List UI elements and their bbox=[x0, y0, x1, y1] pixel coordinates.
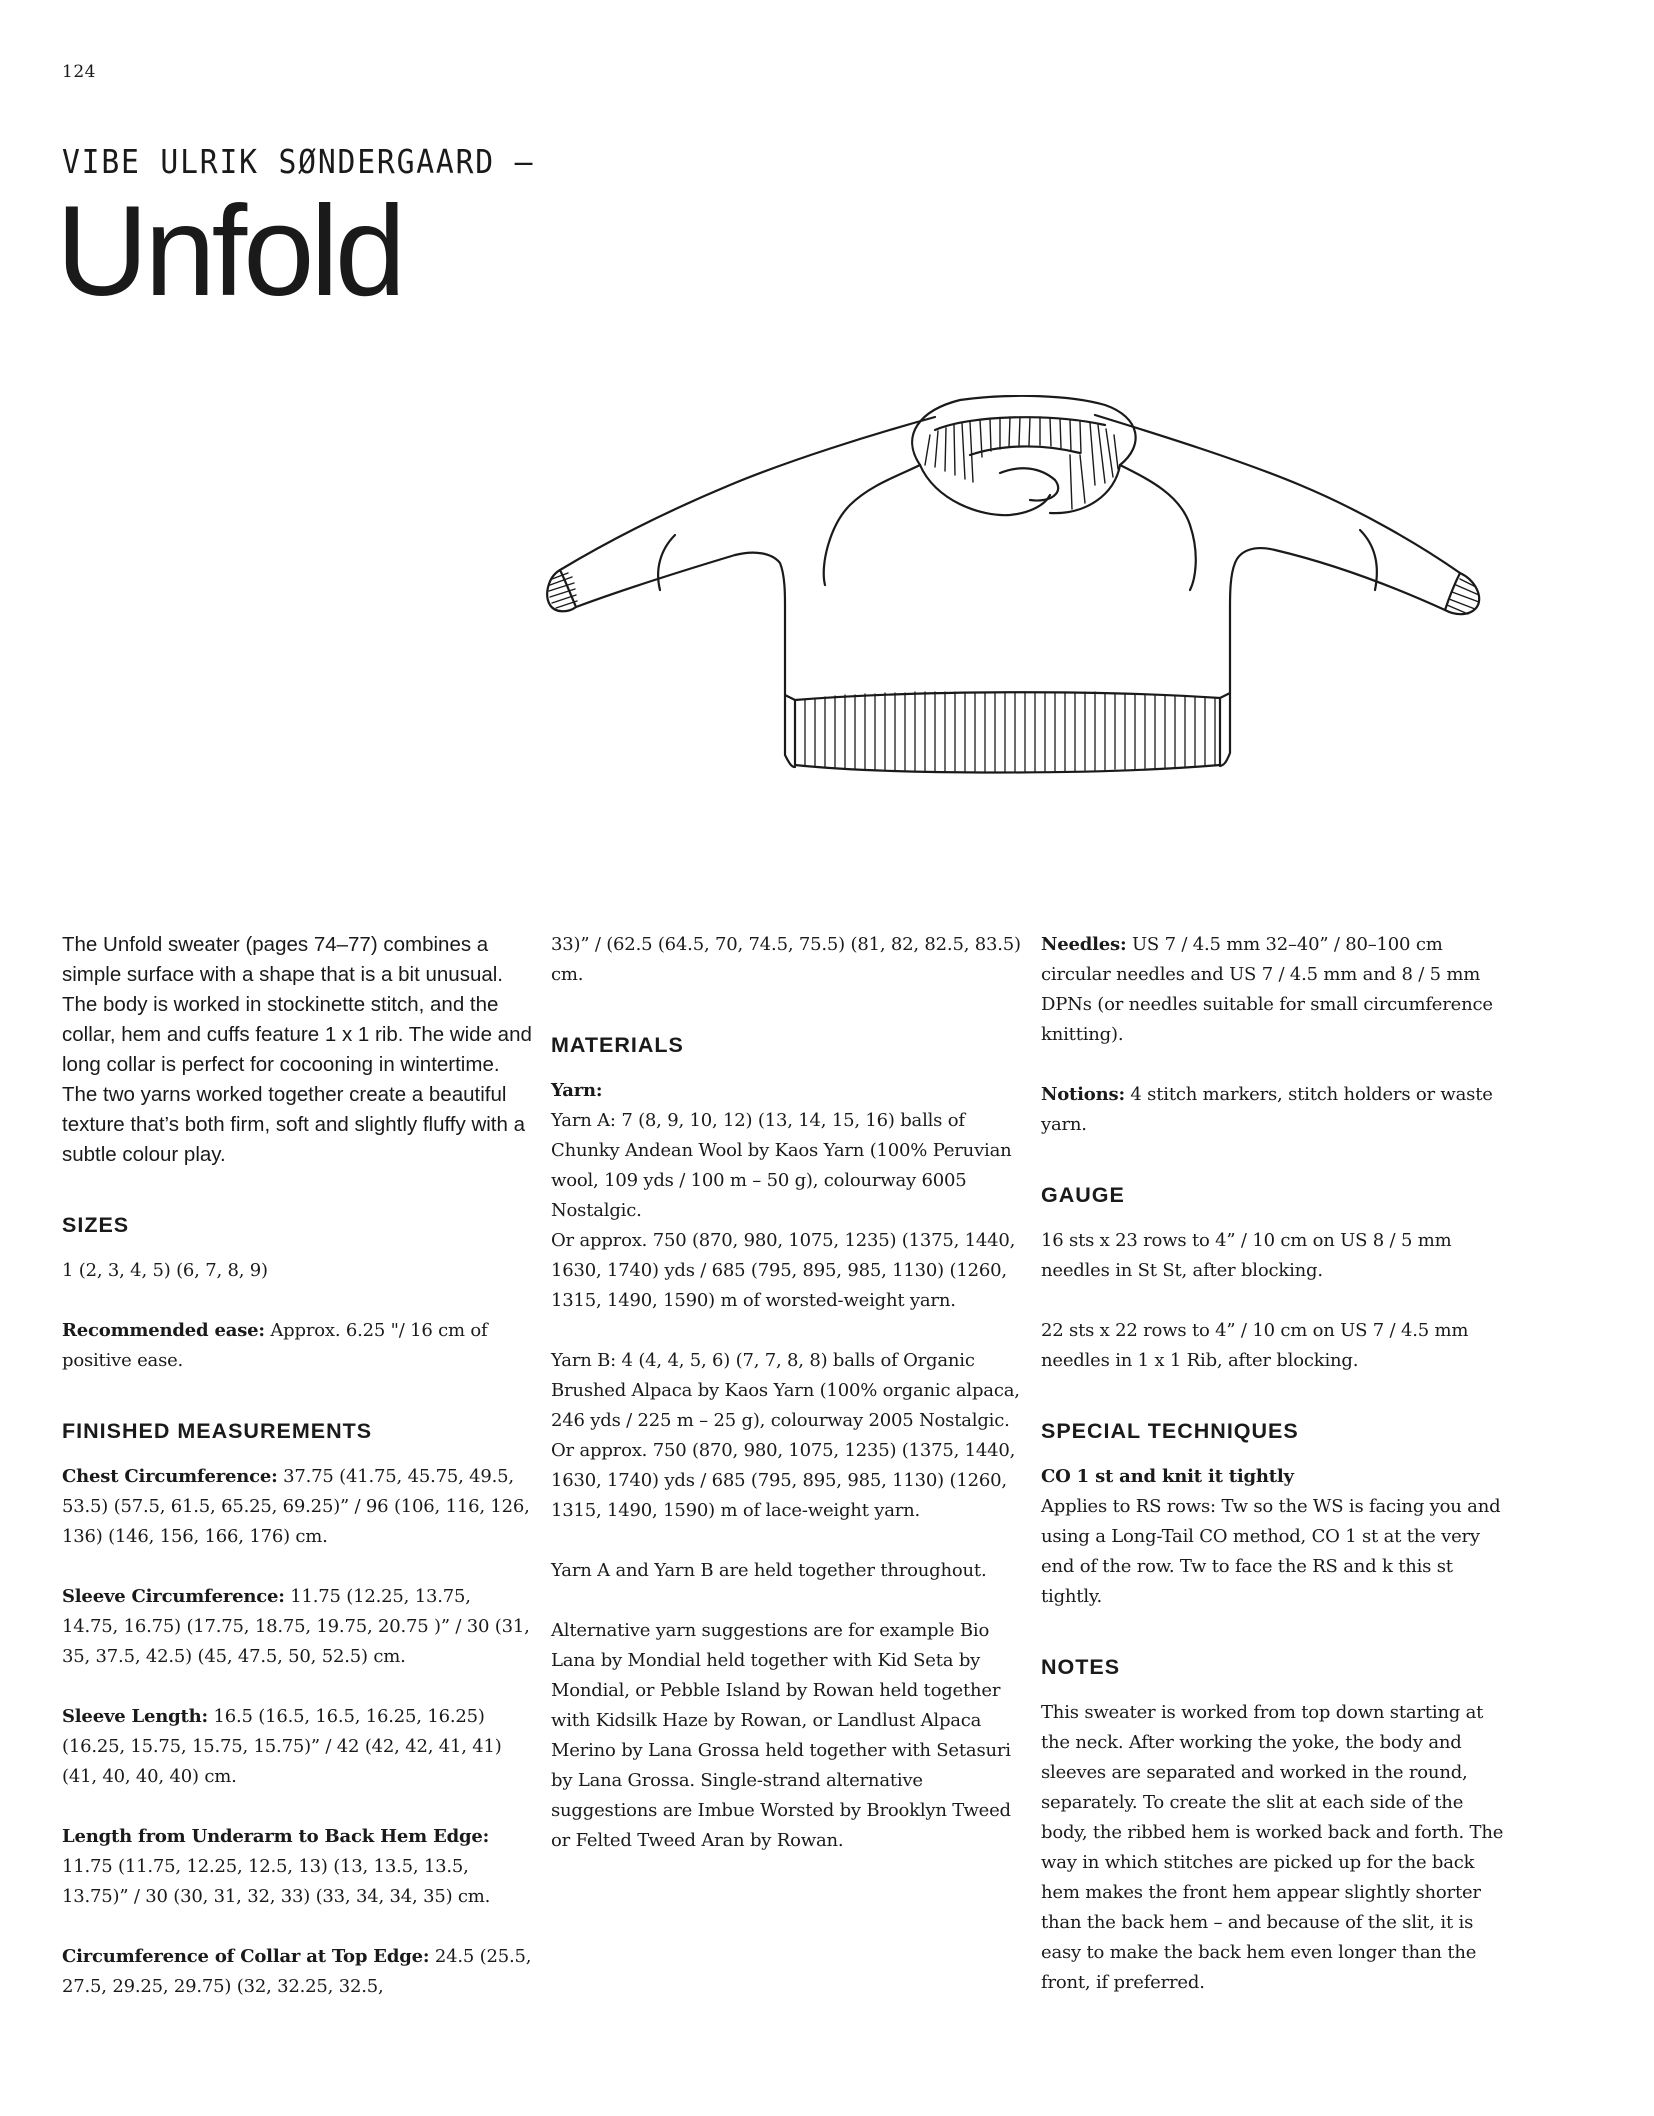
gauge-heading: GAUGE bbox=[1041, 1183, 1125, 1207]
sizes-heading: SIZES bbox=[62, 1213, 130, 1237]
yarn-a-text: Yarn A: 7 (8, 9, 10, 12) (13, 14, 15, 16) balls of Chunky Andean Wool by Kaos Yarn (100% Peruvian wool, 109 yds / 100 m – 50 g), colourway 6005 Nostalgic. bbox=[551, 1110, 1012, 1221]
sweater-illustration bbox=[540, 395, 1490, 795]
sleeve-circumference-text: 11.75 (12.25, 13.75, 14.75, 16.75) (17.75, 18.75, 19.75, 20.75 )” / 30 (31, 35, 37.5, 42.5) (45, 47.5, 50, 52.5) cm. bbox=[62, 1586, 530, 1667]
sleeve-length-text: 16.5 (16.5, 16.5, 16.25, 16.25) (16.25, 15.75, 15.75, 15.75)” / 42 (42, 42, 41, 41) (41, 40, 40, 40) cm. bbox=[62, 1706, 502, 1787]
technique-text: Applies to RS rows: Tw so the WS is facing you and using a Long-Tail CO method, CO 1 st at the very end of the row. Tw to face the RS and k this st tightly. bbox=[1041, 1496, 1501, 1607]
ease-label: Recommended ease: bbox=[62, 1320, 265, 1341]
length-label: Length from Underarm to Back Hem Edge: bbox=[62, 1826, 490, 1847]
yarn-a-alt-text: Or approx. 750 (870, 980, 1075, 1235) (1375, 1440, 1630, 1740) yds / 685 (795, 895, 985, 1130) (1260, 1315, 1490, 1590) m of worsted-weight yarn. bbox=[551, 1230, 1016, 1311]
right-cuff bbox=[1445, 573, 1479, 614]
ease-text: Approx. 6.25 "/ 16 cm of positive ease. bbox=[62, 1320, 488, 1371]
length-paragraph bbox=[62, 1822, 532, 1912]
column-1 bbox=[62, 930, 532, 2032]
sizes-text: 1 (2, 3, 4, 5) (6, 7, 8, 9) bbox=[62, 1260, 268, 1281]
column-2 bbox=[551, 930, 1021, 1886]
yarn-b-alt-text: Or approx. 750 (870, 980, 1075, 1235) (1375, 1440, 1630, 1740) yds / 685 (795, 895, 985, 1130) (1260, 1315, 1490, 1590) m of lace-weight yarn. bbox=[551, 1440, 1016, 1521]
left-cuff bbox=[547, 570, 577, 611]
column-3 bbox=[1041, 930, 1511, 2028]
sleeve-length-label: Sleeve Length: bbox=[62, 1706, 208, 1727]
notions-text: 4 stitch markers, stitch holders or waste yarn. bbox=[1041, 1084, 1493, 1135]
collar-text: 24.5 (25.5, 27.5, 29.25, 29.75) (32, 32.25, 32.5, bbox=[62, 1946, 532, 1997]
chest-label: Chest Circumference: bbox=[62, 1466, 278, 1487]
sweater-collar bbox=[912, 396, 1135, 515]
sweater-hem bbox=[785, 692, 1230, 773]
needles-paragraph bbox=[1041, 930, 1511, 1050]
techniques-heading: SPECIAL TECHNIQUES bbox=[1041, 1419, 1299, 1443]
collar-paragraph bbox=[62, 1942, 532, 2002]
notions-paragraph bbox=[1041, 1080, 1511, 1140]
yarn-together-text: Yarn A and Yarn B are held together throughout. bbox=[551, 1560, 987, 1581]
sleeve-circumference-label: Sleeve Circumference: bbox=[62, 1586, 285, 1607]
notes-heading: NOTES bbox=[1041, 1655, 1121, 1679]
needles-text: US 7 / 4.5 mm 32–40” / 80–100 cm circular needles and US 7 / 4.5 mm and 8 / 5 mm DPNs (or needles suitable for small circumference knitting). bbox=[1041, 934, 1493, 1045]
materials-heading: MATERIALS bbox=[551, 1033, 684, 1057]
length-text: 11.75 (11.75, 12.25, 12.5, 13) (13, 13.5, 13.5, 13.75)” / 30 (30, 31, 32, 33) (33, 34, 34, 35) cm. bbox=[62, 1856, 491, 1907]
sleeve-length-paragraph bbox=[62, 1702, 532, 1792]
pattern-title: Unfold bbox=[56, 180, 402, 323]
sweater-body bbox=[560, 415, 1460, 700]
designer-name: VIBE ULRIK SØNDERGAARD — bbox=[62, 142, 535, 181]
yarn-label bbox=[551, 1076, 1021, 1106]
measurements-heading: FINISHED MEASUREMENTS bbox=[62, 1419, 373, 1443]
page-number: 124 bbox=[62, 62, 96, 82]
chest-paragraph bbox=[62, 1462, 532, 1552]
collar-label: Circumference of Collar at Top Edge: bbox=[62, 1946, 430, 1967]
technique-label bbox=[1041, 1462, 1511, 1492]
yarn-b-text: Yarn B: 4 (4, 4, 5, 6) (7, 7, 8, 8) balls of Organic Brushed Alpaca by Kaos Yarn (100% organic alpaca, 246 yds / 225 m – 25 g), colourway 2005 Nostalgic. bbox=[551, 1350, 1020, 1431]
notes-text: This sweater is worked from top down starting at the neck. After working the yoke, the body and sleeves are separated and worked in the round, separately. To create the slit at each side of the body, the ribbed hem is worked back and forth. The way in which stitches are picked up for the back hem makes the front hem appear slightly shorter than the back hem – and because of the slit, it is easy to make the back hem even longer than the front, if preferred. bbox=[1041, 1702, 1504, 1993]
technique-label-text: CO 1 st and knit it tightly bbox=[1041, 1466, 1294, 1487]
yarn-label-text: Yarn: bbox=[551, 1080, 603, 1101]
notions-label: Notions: bbox=[1041, 1084, 1125, 1105]
sleeve-circumference-paragraph bbox=[62, 1582, 532, 1672]
gauge-stockinette-text: 16 sts x 23 rows to 4” / 10 cm on US 8 / 5 mm needles in St St, after blocking. bbox=[1041, 1230, 1452, 1281]
needles-label: Needles: bbox=[1041, 934, 1127, 955]
intro-text: The Unfold sweater (pages 74–77) combines a simple surface with a shape that is a bit unusual. The body is worked in stockinette stitch, and the collar, hem and cuffs feature 1 x 1 rib. The wide and long collar is perfect for cocooning in wintertime. The two yarns worked together create a beautiful texture that’s both firm, soft and slightly fluffy with a subtle colour play. bbox=[62, 933, 532, 1166]
ease-paragraph bbox=[62, 1316, 532, 1376]
chest-text: 37.75 (41.75, 45.75, 49.5, 53.5) (57.5, 61.5, 65.25, 69.25)” / 96 (106, 116, 126, 136) (146, 156, 166, 176) cm. bbox=[62, 1466, 530, 1547]
collar-continued-text: 33)” / (62.5 (64.5, 70, 74.5, 75.5) (81, 82, 82.5, 83.5) cm. bbox=[551, 934, 1021, 985]
alternatives-text: Alternative yarn suggestions are for example Bio Lana by Mondial held together with Kid Seta by Mondial, or Pebble Island by Rowan held together with Kidsilk Haze by Rowan, or Landlust Alpaca Merino by Lana Grossa held together with Setasuri by Lana Grossa. Single-strand alternative suggestions are Imbue Worsted by Brooklyn Tweed or Felted Tweed Aran by Rowan. bbox=[551, 1620, 1011, 1851]
gauge-rib-text: 22 sts x 22 rows to 4” / 10 cm on US 7 / 4.5 mm needles in 1 x 1 Rib, after blocking. bbox=[1041, 1320, 1469, 1371]
